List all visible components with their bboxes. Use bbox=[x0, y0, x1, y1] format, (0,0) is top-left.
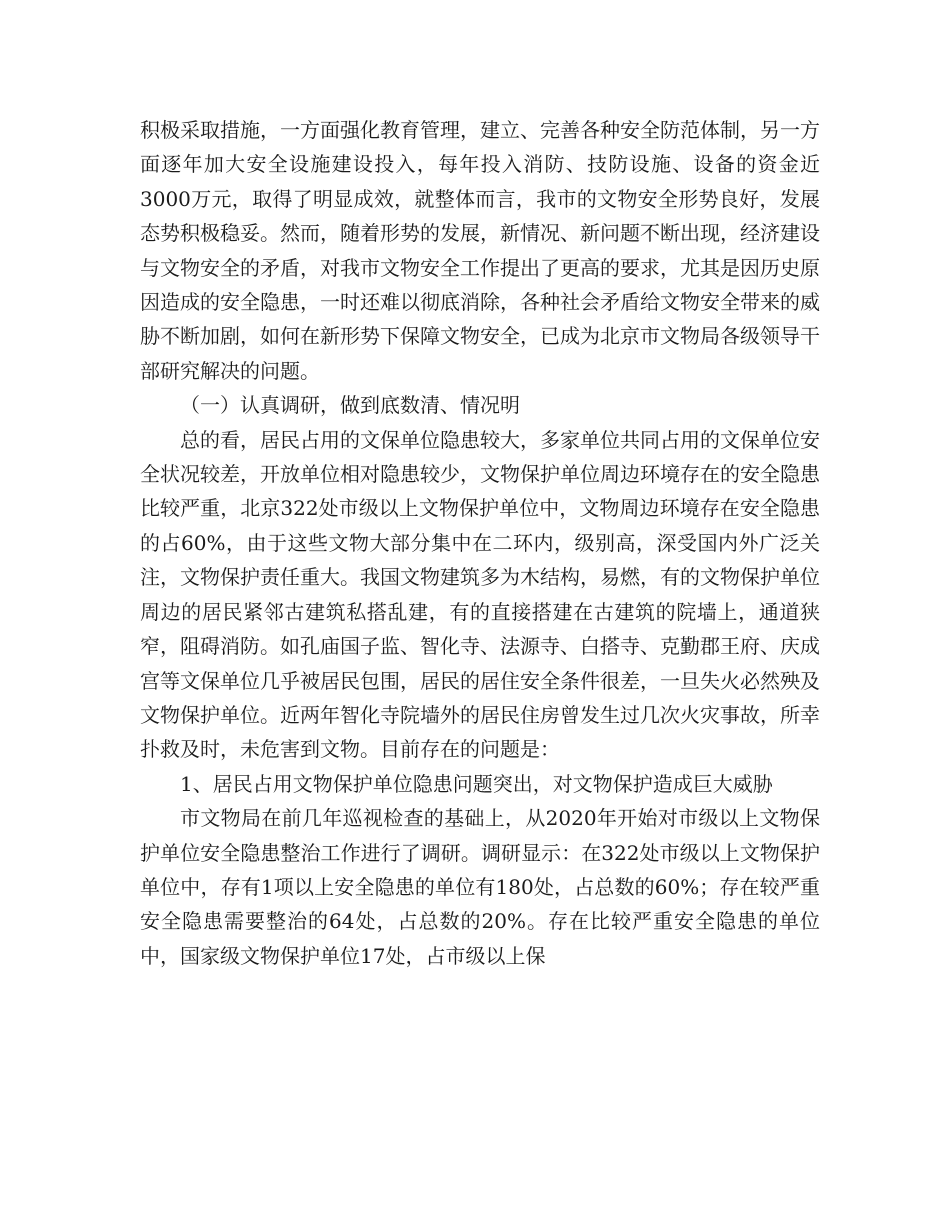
paragraph-survey: 市文物局在前几年巡视检查的基础上，从2020年开始对市级以上文物保护单位安全隐患整治工作进行了调研。调研显示：在322处市级以上文物保护单位中，存有1项以上安全隐患的单位有180处，占总数的60%；存在较严重安全隐患需要整治的64处，占总数的20%。存在比较严重安全隐患的单位中，国家级文物保护单位17处，占市级以上保 bbox=[140, 806, 820, 968]
paragraph-continuation: 积极采取措施，一方面强化教育管理，建立、完善各种安全防范体制，另一方面逐年加大安全设施建设投入，每年投入消防、技防设施、设备的资金近3000万元，取得了明显成效，就整体而言，我市的文物安全形势良好，发展态势积极稳妥。然而，随着形势的发展，新情况、新问题不断出现，经济建设与文物安全的矛盾，对我市文物安全工作提出了更高的要求，尤其是因历史原因造成的安全隐患，一时还难以彻底消除，各种社会矛盾给文物安全带来的威胁不断加剧，如何在新形势下保障文物安全，已成为北京市文物局各级领导干部研究解决的问题。 bbox=[140, 118, 820, 383]
paragraph-overview: 总的看，居民占用的文保单位隐患较大，多家单位共同占用的文保单位安全状况较差，开放单位相对隐患较少，文物保护单位周边环境存在的安全隐患比较严重，北京322处市级以上文物保护单位中，文物周边环境存在安全隐患的占60%，由于这些文物大部分集中在二环内，级别高，深受国内外广泛关注，文物保护责任重大。我国文物建筑多为木结构，易燃，有的文物保护单位周边的居民紧邻古建筑私搭乱建，有的直接搭建在古建筑的院墙上，通道狭窄，阻碍消防。如孔庙国子监、智化寺、法源寺、白搭寺、克勤郡王府、庆成宫等文保单位几乎被居民包围，居民的居住安全条件很差，一旦失火必然殃及文物保护单位。近两年智化寺院墙外的居民住房曾发生过几次火灾事故，所幸扑救及时，未危害到文物。目前存在的问题是： bbox=[140, 427, 820, 762]
document-body bbox=[140, 113, 820, 973]
section-heading: （一）认真调研，做到底数清、情况明 bbox=[180, 393, 520, 418]
issue-heading: 1、居民占用文物保护单位隐患问题突出，对文物保护造成巨大威胁 bbox=[180, 771, 773, 796]
